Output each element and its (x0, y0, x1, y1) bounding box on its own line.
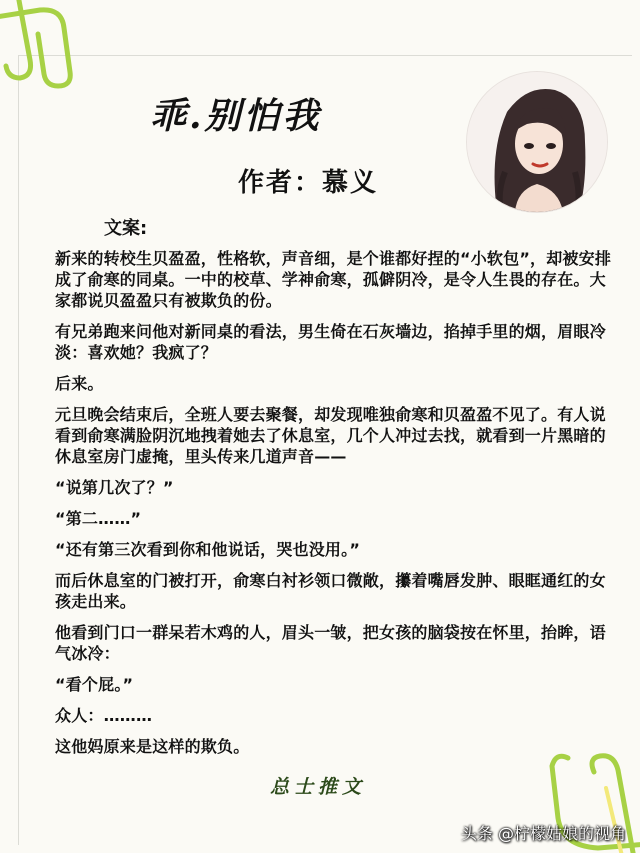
avatar-illustration (467, 72, 607, 212)
synopsis-label: 文案: (104, 218, 148, 239)
book-title: 乖.别怕我 (150, 95, 322, 137)
frame-line-left (18, 55, 19, 845)
synopsis-paragraph: “看个屁。” (55, 675, 134, 694)
synopsis-paragraph: 他看到门口一群呆若木鸡的人，眉头一皱，把女孩的脑袋按在怀里，抬眸，语气冰冷： (55, 623, 606, 663)
synopsis-paragraph: 有兄弟跑来问他对新同桌的看法，男生倚在石灰墙边，掐掉手里的烟，眉眼冷淡：喜欢她？我疯了？ (55, 322, 606, 362)
synopsis-paragraph: “还有第三次看到你和他说话，哭也没用。” (55, 540, 361, 559)
synopsis-paragraph: 这他妈原来是这样的欺负。 (55, 737, 250, 756)
synopsis-paragraph: “说第几次了？” (55, 478, 174, 497)
frame-line-top (18, 55, 632, 56)
synopsis-body (55, 248, 620, 767)
paperclip-icon (0, 0, 90, 90)
synopsis-paragraph: 而后休息室的门被打开，俞寒白衬衫领口微敞，攥着嘴唇发肿、眼眶通红的女孩走出来。 (55, 571, 606, 611)
synopsis-paragraph: 新来的转校生贝盈盈，性格软，声音细，是个谁都好捏的“小软包”，却被安排成了俞寒的同桌。一中的校草、学神俞寒，孤僻阴冷，是令人生畏的存在。大家都说贝盈盈只有被欺负的份。 (55, 249, 612, 310)
avatar-drawing (467, 72, 607, 212)
watermark: 头条 @柠檬姑娘的视角 (460, 824, 626, 843)
synopsis-paragraph: 众人：……… (55, 706, 153, 725)
synopsis-paragraph: 后来。 (55, 374, 104, 393)
signature: 总士推文 (270, 776, 367, 798)
synopsis-paragraph: 元旦晚会结束后，全班人要去聚餐，却发现唯独俞寒和贝盈盈不见了。有人说看到俞寒满脸阴沉地拽着她去了休息室，几个人冲过去找，就看到一片黑暗的休息室房门虚掩，里头传来几道声音—— (55, 405, 606, 466)
synopsis-paragraph: “第二……” (55, 509, 142, 528)
book-author: 作者：慕义 (238, 168, 379, 198)
